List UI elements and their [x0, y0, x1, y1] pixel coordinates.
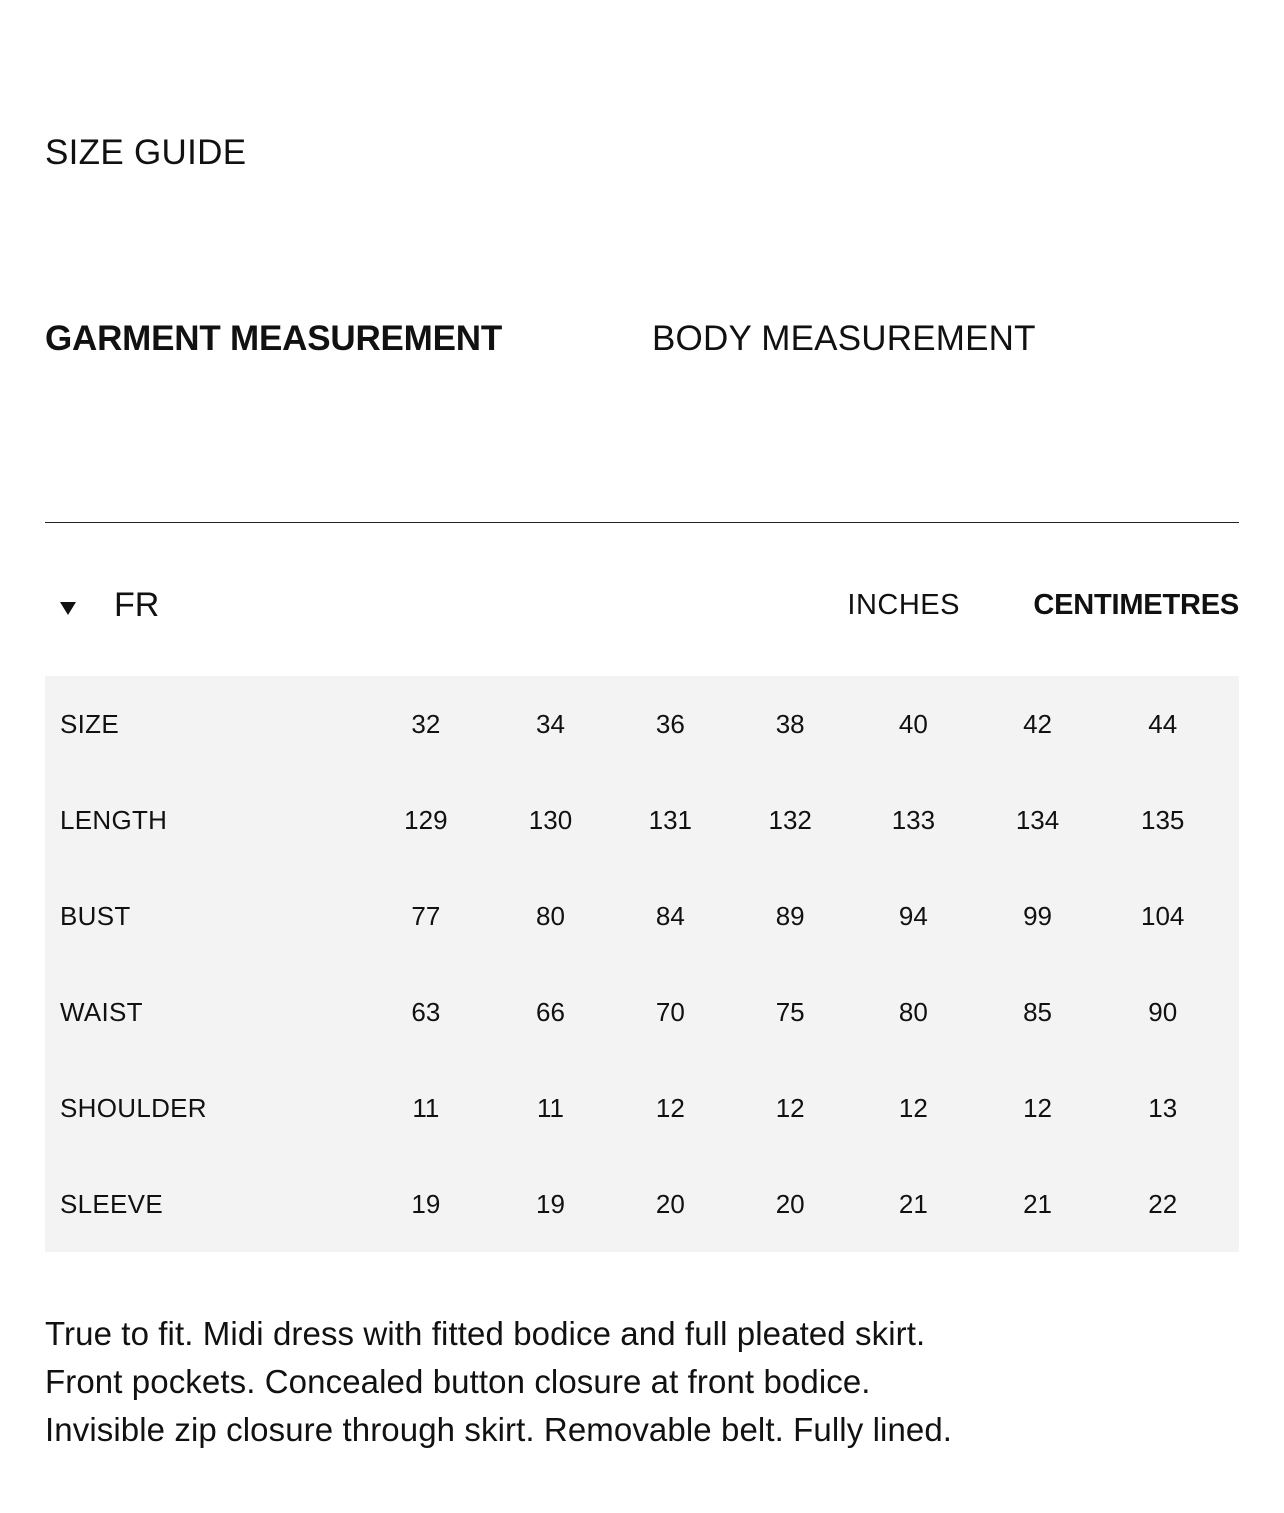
description-line: Front pockets. Concealed button closure at front bodice.: [45, 1363, 871, 1400]
table-cell: 129: [404, 804, 448, 835]
table-cell: 13: [1148, 1092, 1178, 1123]
table-cell: 11: [412, 1092, 440, 1123]
table-cell: 130: [528, 804, 573, 835]
row-label: LENGTH: [60, 804, 168, 835]
table-row: [45, 964, 1239, 1060]
table-cell: 32: [411, 708, 441, 739]
table-cell: 135: [1141, 804, 1185, 835]
table-cell: 90: [1148, 996, 1178, 1027]
size-table: [45, 676, 1239, 1252]
caret-down-icon: [60, 602, 76, 615]
table-row: [45, 868, 1239, 964]
table-cell: 38: [775, 708, 805, 739]
product-fit-description: [45, 1310, 1195, 1454]
row-label: SIZE: [60, 708, 119, 739]
table-cell: 132: [768, 804, 812, 835]
table-controls: [45, 582, 1239, 628]
table-cell: 34: [536, 708, 565, 739]
table-cell: 12: [898, 1092, 928, 1123]
table-cell: 84: [655, 900, 685, 931]
table-cell: 21: [1023, 1188, 1052, 1219]
table-cell: 44: [1148, 708, 1178, 739]
table-row: [45, 772, 1239, 868]
table-row: [45, 676, 1239, 772]
tab-garment-measurement[interactable]: GARMENT MEASUREMENT: [45, 316, 502, 362]
region-dropdown[interactable]: [45, 582, 159, 628]
table-cell: 12: [1023, 1092, 1052, 1123]
row-label: SHOULDER: [60, 1092, 207, 1123]
table-cell: 75: [775, 996, 805, 1027]
table-cell: 134: [1015, 804, 1060, 835]
table-cell: 19: [411, 1188, 441, 1219]
measurement-tabs: [45, 316, 1145, 362]
table-cell: 12: [775, 1092, 805, 1123]
table-cell: 85: [1023, 996, 1052, 1027]
table-row: [45, 1156, 1239, 1252]
table-cell: 80: [536, 900, 565, 931]
size-table-container: [45, 676, 1239, 1252]
table-cell: 80: [898, 996, 928, 1027]
table-cell: 63: [411, 996, 441, 1027]
table-cell: 89: [775, 900, 805, 931]
table-cell: 77: [411, 900, 441, 931]
table-cell: 104: [1141, 900, 1185, 931]
table-cell: 11: [536, 1092, 564, 1123]
table-cell: 99: [1023, 900, 1052, 931]
row-label: BUST: [60, 900, 131, 931]
description-line: Invisible zip closure through skirt. Removable belt. Fully lined.: [45, 1411, 953, 1448]
table-cell: 94: [898, 900, 928, 931]
unit-toggle-inches[interactable]: INCHES: [847, 589, 960, 621]
unit-toggle-centimetres[interactable]: CENTIMETRES: [1033, 589, 1239, 621]
region-selected-value: FR: [114, 586, 160, 624]
table-cell: 22: [1148, 1188, 1178, 1219]
table-cell: 20: [655, 1188, 685, 1219]
table-cell: 70: [655, 996, 685, 1027]
table-cell: 12: [655, 1092, 685, 1123]
table-cell: 21: [898, 1188, 928, 1219]
table-cell: 133: [891, 804, 936, 835]
table-cell: 36: [655, 708, 685, 739]
table-cell: 40: [898, 708, 928, 739]
table-row: [45, 1060, 1239, 1156]
section-divider: [45, 522, 1239, 523]
page-title: SIZE GUIDE: [45, 133, 247, 172]
tab-body-measurement[interactable]: BODY MEASUREMENT: [652, 316, 1036, 362]
description-line: True to fit. Midi dress with fitted bodice and full pleated skirt.: [45, 1315, 926, 1352]
row-label: WAIST: [60, 996, 143, 1027]
table-cell: 131: [648, 804, 693, 835]
table-cell: 42: [1023, 708, 1052, 739]
table-cell: 66: [536, 996, 565, 1027]
table-cell: 20: [775, 1188, 805, 1219]
row-label: SLEEVE: [60, 1188, 163, 1219]
table-cell: 19: [536, 1188, 565, 1219]
